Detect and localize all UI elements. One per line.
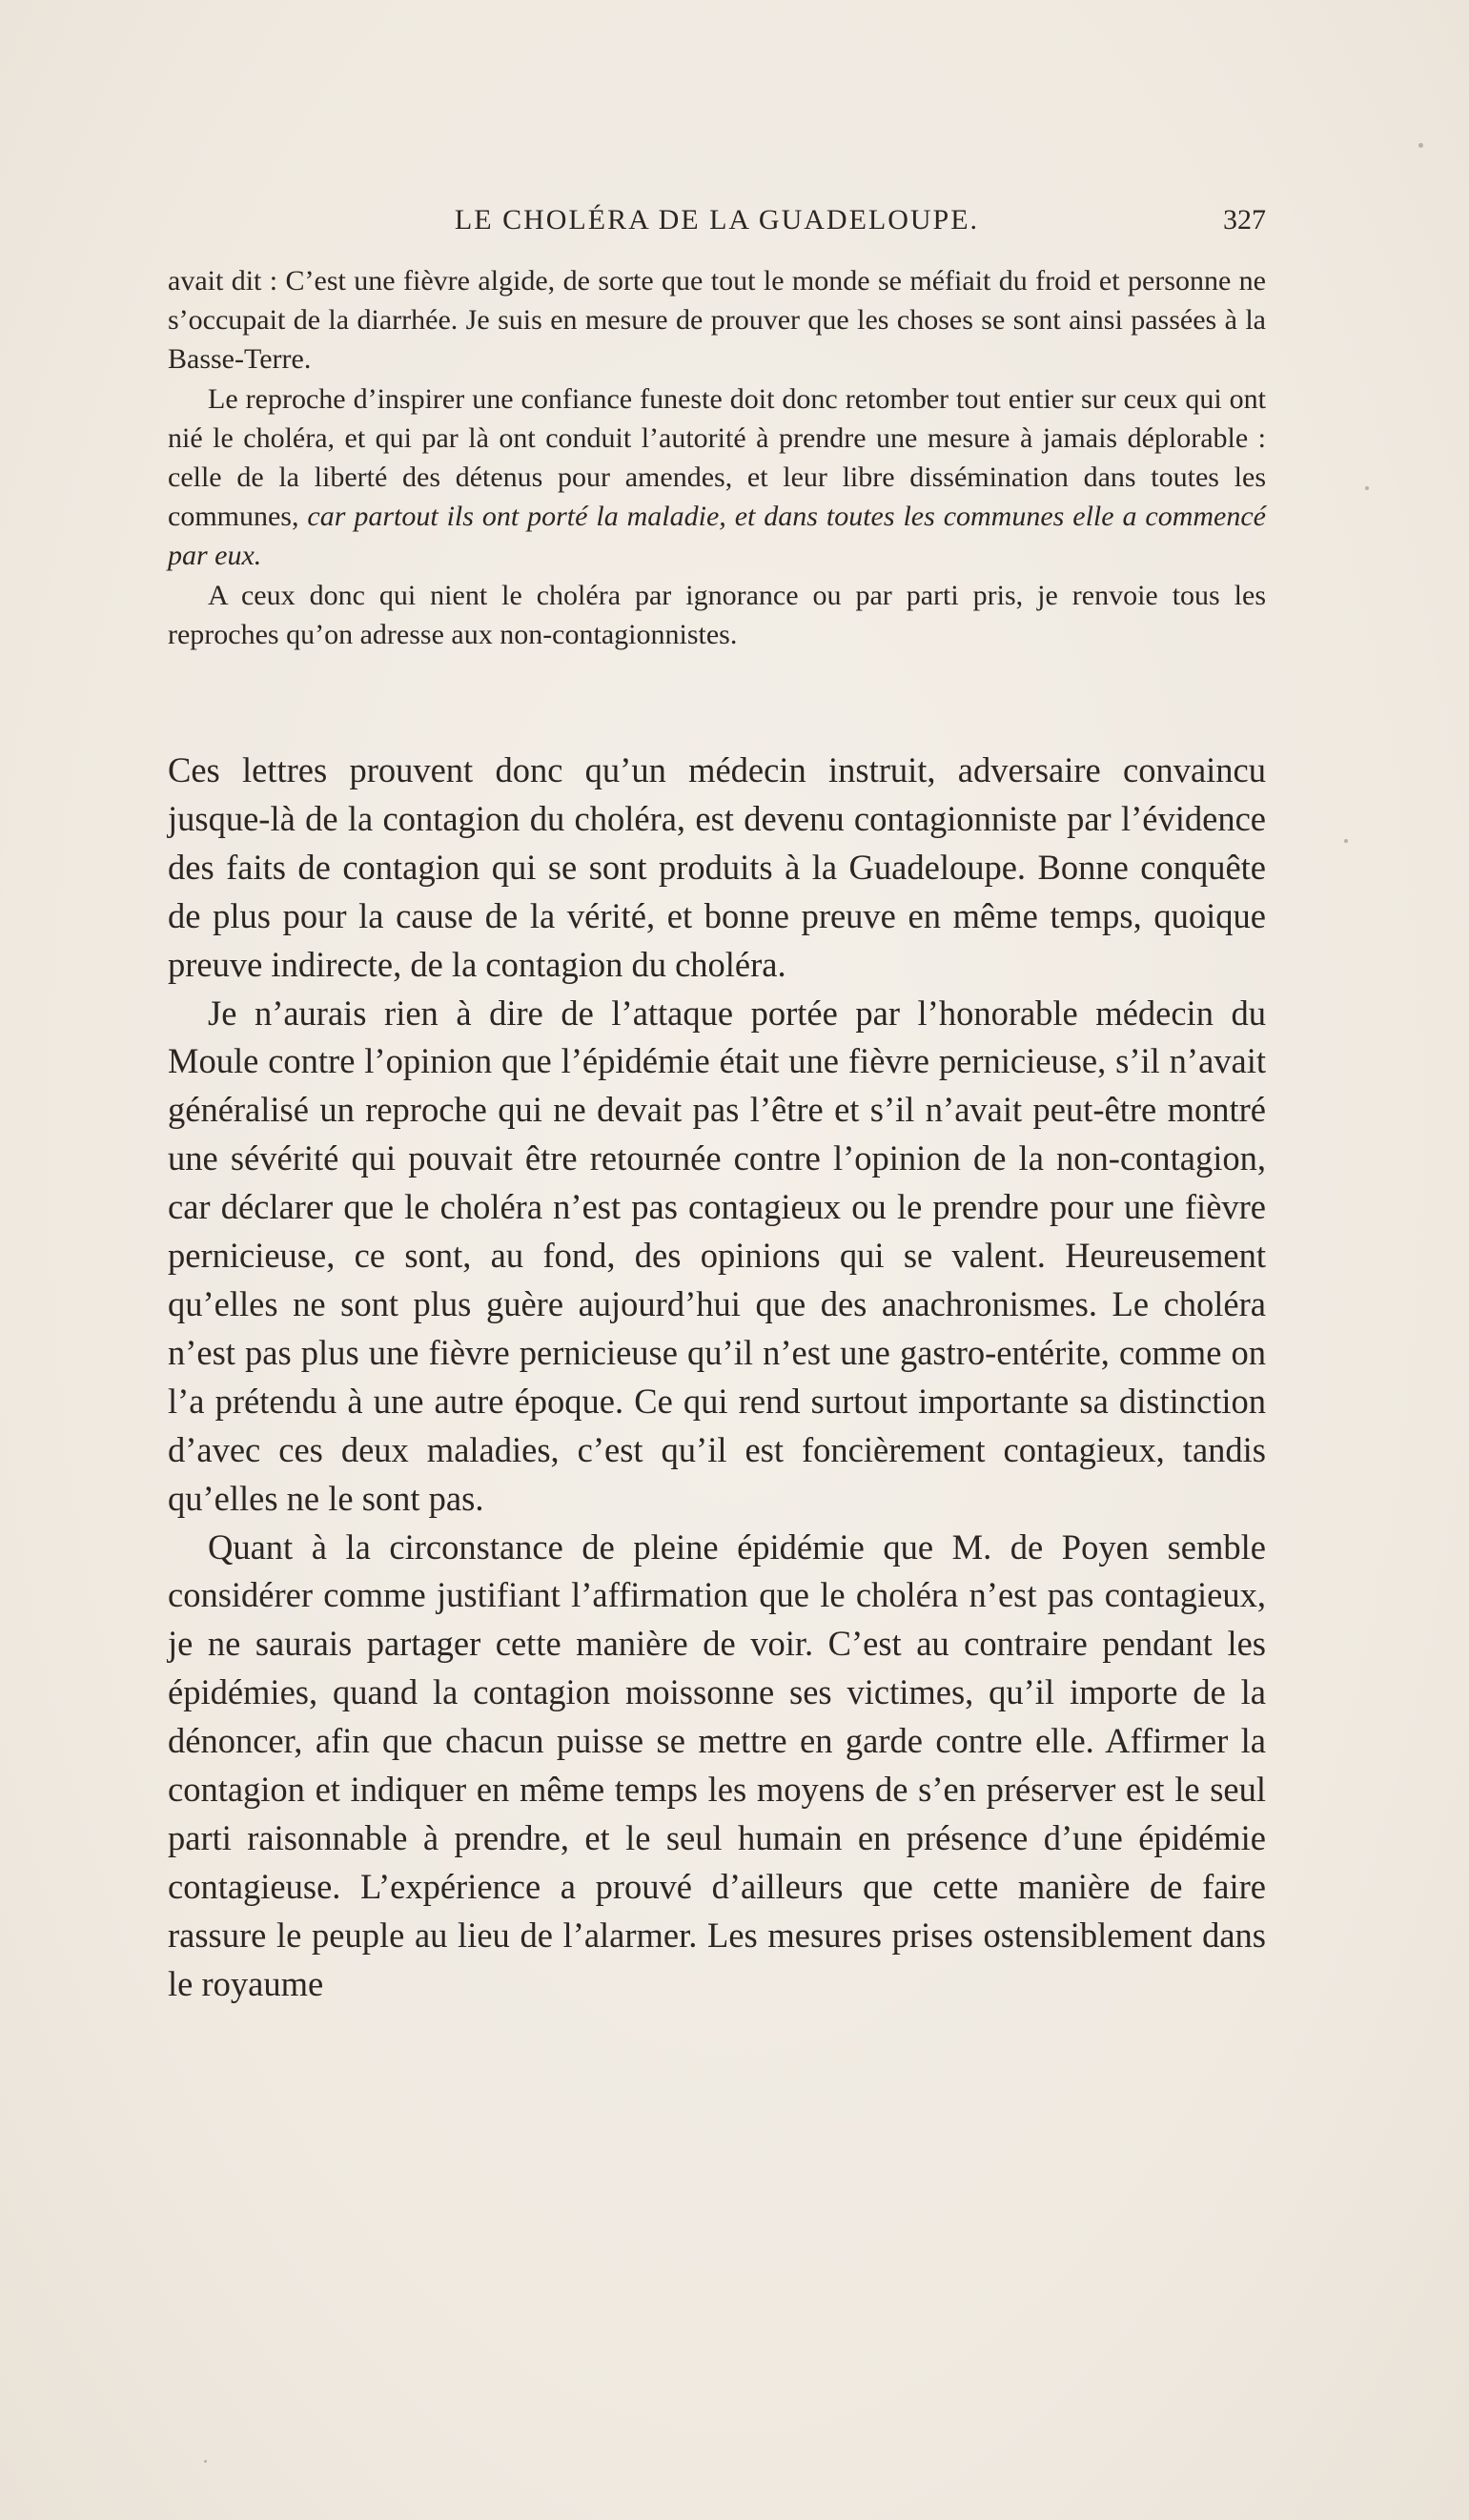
paper-speck	[204, 2460, 207, 2463]
paper-speck	[1418, 143, 1423, 148]
paper-speck	[1344, 839, 1348, 843]
body-paragraph-3: Quant à la circonstance de pleine épidémie que M. de Poyen semble considérer comme justifiant l’affirmation que le choléra n’est pas contagieux, je ne saurais partager cette manière de voir. C’est au contraire pendant les épidémies, quand la contagion moissonne ses victimes, qu’il importe de la dénoncer, afin que chacun puisse se mettre en garde contre elle. Affirmer la contagion et indiquer en même temps les moyens de s’en préserver est le seul parti raisonnable à prendre, et le seul humain en présence d’une épidémie contagieuse. L’expérience a prouvé d’ailleurs que cette manière de faire rassure le peuple au lieu de l’alarmer. Les mesures prises ostensiblement dans le royaume	[168, 1526, 1266, 2003]
page-header	[168, 204, 1266, 252]
body-paragraph-1: Ces lettres prouvent donc qu’un médecin instruit, adversaire convaincu jusque-là de la contagion du choléra, est devenu contagionniste par l’évidence des faits de contagion qui se sont produits à la Guadeloupe. Bonne conquête de plus pour la cause de la vérité, et bonne preuve en même temps, quoique preuve indirecte, de la contagion du choléra.	[168, 750, 1266, 984]
page-number: 327	[1223, 204, 1266, 236]
body-paragraph-2: Je n’aurais rien à dire de l’attaque portée par l’honorable médecin du Moule contre l’opinion que l’épidémie était une fièvre pernicieuse, s’il n’avait généralisé un reproche qui ne devait pas l’être et s’il n’avait peut-être montré une sévérité qui pouvait être retournée contre l’opinion de la non-contagion, car déclarer que le choléra n’est pas contagieux ou le prendre pour une fièvre pernicieuse, ce sont, au fond, des opinions qui se valent. Heureusement qu’elles ne sont plus guère aujourd’hui que des anachronismes. Le choléra n’est pas plus une fièvre pernicieuse qu’il n’est une gastro-entérite, comme on l’a prétendu à une autre époque. Ce qui rend surtout importante sa distinction d’avec ces deux maladies, c’est qu’il est foncièrement contagieux, tandis qu’elles ne le sont pas.	[168, 993, 1266, 1518]
quoted-letter-excerpt	[168, 261, 1266, 654]
quote-paragraph-2-italic: car partout ils ont porté la maladie, et dans toutes les communes elle a commencé par eux.	[168, 501, 1266, 572]
quote-paragraph-1: avait dit : C’est une fièvre algide, de sorte que tout le monde se méfiait du froid et personne ne s’occupait de la diarrhée. Je suis en mesure de prouver que les choses se sont ainsi passées à la Basse-Terre.	[168, 265, 1266, 376]
quote-paragraph-3: A ceux donc qui nient le choléra par ignorance ou par parti pris, je renvoie tous les reproches qu’on adresse aux non-contagionnistes.	[168, 579, 1266, 650]
quote-paragraph-2	[168, 379, 1266, 576]
quote-paragraph-2-text: Le reproche d’inspirer une confiance funeste doit donc retomber tout entier sur ceux qui ont nié le choléra, et qui par là ont conduit l’autorité à prendre une mesure à jamais déplorable : celle de la liberté des détenus pour amendes, et leur libre dissémination dans toutes les communes,	[168, 382, 1266, 533]
paper-speck	[1365, 486, 1369, 490]
main-text	[168, 747, 1266, 2009]
running-title: LE CHOLÉRA DE LA GUADELOUPE.	[454, 204, 980, 236]
